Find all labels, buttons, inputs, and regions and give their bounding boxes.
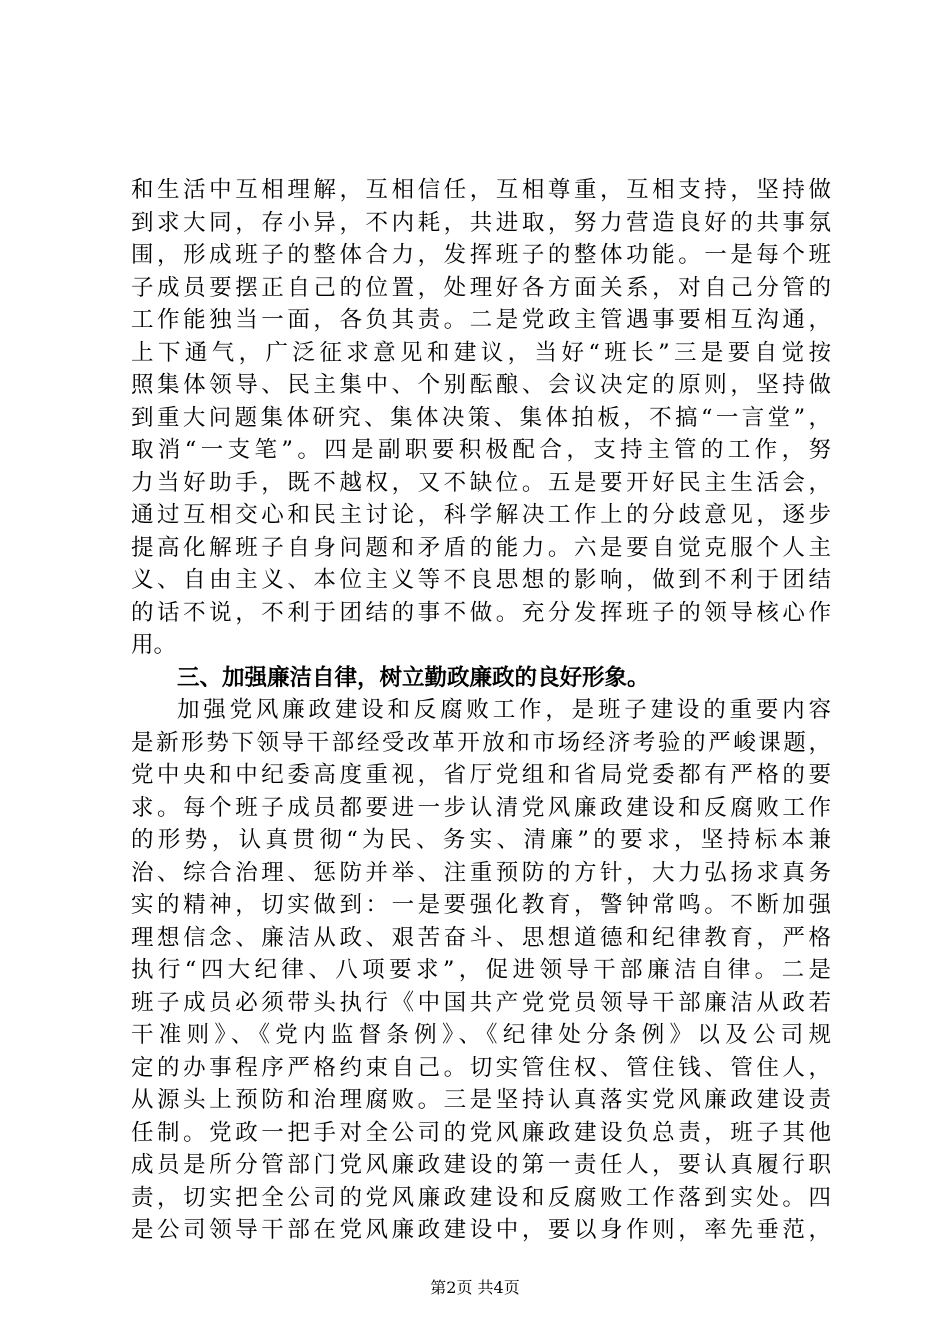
text-line: 的话不说，不利于团结的事不做。充分发挥班子的领导核心作 [131, 599, 831, 626]
text-line: 义、自由主义、本位主义等不良思想的影响，做到不利于团结 [131, 567, 831, 593]
text-line: 实的精神，切实做到：一是要强化教育，警钟常鸣。不断加强 [131, 892, 831, 918]
paragraph-first-line: 加强党风廉政建设和反腐败工作，是班子建设的重要内容 [177, 697, 831, 723]
text-line: 治、综合治理、惩防并举、注重预防的方针，大力弘扬求真务 [131, 859, 831, 886]
text-line: 围，形成班子的整体合力，发挥班子的整体功能。一是每个班 [131, 242, 831, 268]
text-line: 求。每个班子成员都要进一步认清党风廉政建设和反腐败工作 [131, 794, 831, 821]
text-line: 成员是所分管部门党风廉政建设的第一责任人，要认真履行职 [131, 1152, 831, 1178]
text-line: 取消“一支笔”。四是副职要积极配合，支持主管的工作，努 [131, 437, 831, 463]
page-footer [0, 1278, 950, 1298]
text-line: 和生活中互相理解，互相信任，互相尊重，互相支持，坚持做 [131, 177, 831, 203]
text-line: 力当好助手，既不越权，又不缺位。五是要开好民主生活会， [131, 469, 831, 496]
text-line: 到求大同，存小异，不内耗，共进取，努力营造良好的共事氛 [131, 209, 831, 236]
text-line: 上下通气，广泛征求意见和建议，当好“班长”三是要自觉按 [131, 339, 831, 366]
text-line: 照集体领导、民主集中、个别酝酿、会议决定的原则，坚持做 [131, 372, 831, 398]
text-line: 用。 [131, 632, 177, 658]
page-number-label: 第2页 共4页 [430, 1278, 520, 1297]
text-line: 是新形势下领导干部经受改革开放和市场经济考验的严峻课题， [131, 729, 831, 756]
text-line: 干准则》、《党内监督条例》、《纪律处分条例》以及公司规 [131, 1022, 831, 1048]
text-line: 任制。党政一把手对全公司的党风廉政建设负总责，班子其他 [131, 1119, 831, 1146]
text-line: 责，切实把全公司的党风廉政建设和反腐败工作落到实处。四 [131, 1184, 831, 1211]
text-line: 工作能独当一面，各负其责。二是党政主管遇事要相互沟通， [131, 307, 831, 333]
text-line: 党中央和中纪委高度重视，省厅党组和省局党委都有严格的要 [131, 762, 831, 788]
text-line: 执行“四大纪律、八项要求”，促进领导干部廉洁自律。二是 [131, 957, 831, 983]
text-line: 子成员要摆正自己的位置，处理好各方面关系，对自己分管的 [131, 274, 831, 301]
text-line: 的形势，认真贯彻“为民、务实、清廉”的要求，坚持标本兼 [131, 827, 831, 853]
text-line: 通过互相交心和民主讨论，科学解决工作上的分歧意见，逐步 [131, 502, 831, 528]
text-line: 是公司领导干部在党风廉政建设中，要以身作则，率先垂范， [131, 1217, 831, 1243]
text-line: 从源头上预防和治理腐败。三是坚持认真落实党风廉政建设责 [131, 1087, 831, 1113]
text-line: 班子成员必须带头执行《中国共产党党员领导干部廉洁从政若 [131, 989, 831, 1016]
text-line: 定的办事程序严格约束自己。切实管住权、管住钱、管住人， [131, 1054, 831, 1081]
text-line: 理想信念、廉洁从政、艰苦奋斗、思想道德和纪律教育，严格 [131, 924, 831, 951]
body-text [131, 174, 831, 1247]
text-line: 到重大问题集体研究、集体决策、集体拍板，不搞“一言堂”， [131, 404, 831, 431]
text-line: 提高化解班子自身问题和矛盾的能力。六是要自觉克服个人主 [131, 534, 831, 561]
section-heading: 三、加强廉洁自律，树立勤政廉政的良好形象。 [177, 664, 650, 691]
